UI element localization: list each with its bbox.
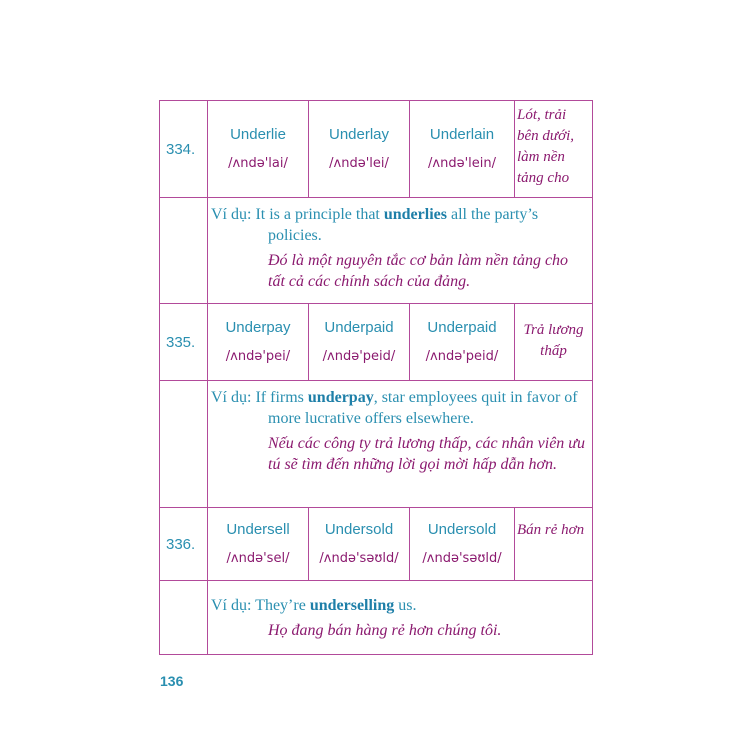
word: Underpaid	[324, 319, 394, 336]
base-form	[208, 508, 309, 581]
pronunciation: /ʌndə'lai/	[228, 156, 288, 171]
example-cell	[208, 581, 593, 655]
pronunciation: /ʌndə'lei/	[329, 156, 389, 171]
entry-row	[160, 101, 593, 198]
empty-cell	[160, 381, 208, 508]
pronunciation: /ʌndə'peid/	[322, 349, 396, 364]
example-sentence	[211, 595, 588, 616]
page-number: 136	[160, 673, 184, 689]
example-row	[160, 198, 593, 304]
word: Underlay	[328, 126, 390, 143]
base-form	[208, 304, 309, 381]
word: Undersold	[427, 521, 497, 538]
example-text: If firms	[255, 389, 304, 406]
word: Underlie	[230, 126, 286, 143]
example-label: Ví dụ:	[211, 597, 252, 614]
meaning: Trả lương thấp	[515, 304, 593, 381]
example-text: us.	[398, 597, 417, 614]
pronunciation: /ʌndə'pei/	[225, 349, 291, 364]
entry-number: 334.	[160, 101, 208, 198]
example-text: all the party’s policies.	[268, 206, 539, 244]
example-keyword: underselling	[309, 597, 395, 614]
word: Undersell	[226, 521, 290, 538]
word: Underpay	[225, 319, 291, 336]
example-translation: Đó là một nguyên tắc cơ bản làm nền tảng cho tất cả các chính sách của đảng.	[268, 252, 569, 290]
entry-number: 335.	[160, 304, 208, 381]
example-cell	[208, 381, 593, 508]
past-participle-form	[410, 304, 515, 381]
meaning: Lót, trải bên dưới, làm nền tảng cho	[515, 101, 593, 198]
word: Underpaid	[427, 319, 497, 336]
entry-row	[160, 304, 593, 381]
pronunciation: /ʌndə'səʊld/	[422, 551, 502, 566]
pronunciation: /ʌndə'səʊld/	[319, 551, 399, 566]
word: Undersold	[324, 521, 394, 538]
example-sentence	[211, 387, 588, 429]
example-keyword: underlies	[383, 206, 447, 223]
past-participle-form	[410, 101, 515, 198]
pronunciation: /ʌndə'lein/	[428, 156, 496, 171]
example-translation: Nếu các công ty trả lương thấp, các nhân viên ưu tú sẽ tìm đến những lời gọi mời hấp dẫn hơn.	[268, 435, 586, 473]
past-participle-form	[410, 508, 515, 581]
past-form	[309, 304, 410, 381]
example-text: They’re	[255, 597, 306, 614]
example-cell	[208, 198, 593, 304]
example-row	[160, 581, 593, 655]
word: Underlain	[429, 126, 495, 143]
vocabulary-table	[159, 100, 593, 655]
past-form	[309, 508, 410, 581]
example-text: It is a principle that	[255, 206, 380, 223]
base-form	[208, 101, 309, 198]
example-label: Ví dụ:	[211, 389, 252, 406]
empty-cell	[160, 581, 208, 655]
example-translation: Họ đang bán hàng rẻ hơn chúng tôi.	[268, 622, 502, 639]
example-text: , star employees quit in favor of more lucrative offers elsewhere.	[268, 389, 578, 427]
entry-row	[160, 508, 593, 581]
example-keyword: underpay	[307, 389, 374, 406]
meaning: Bán rẻ hơn	[515, 508, 593, 581]
example-label: Ví dụ:	[211, 206, 252, 223]
empty-cell	[160, 198, 208, 304]
example-row	[160, 381, 593, 508]
pronunciation: /ʌndə'peid/	[425, 349, 499, 364]
entry-number: 336.	[160, 508, 208, 581]
pronunciation: /ʌndə'sel/	[226, 551, 290, 566]
past-form	[309, 101, 410, 198]
example-sentence	[211, 204, 588, 246]
